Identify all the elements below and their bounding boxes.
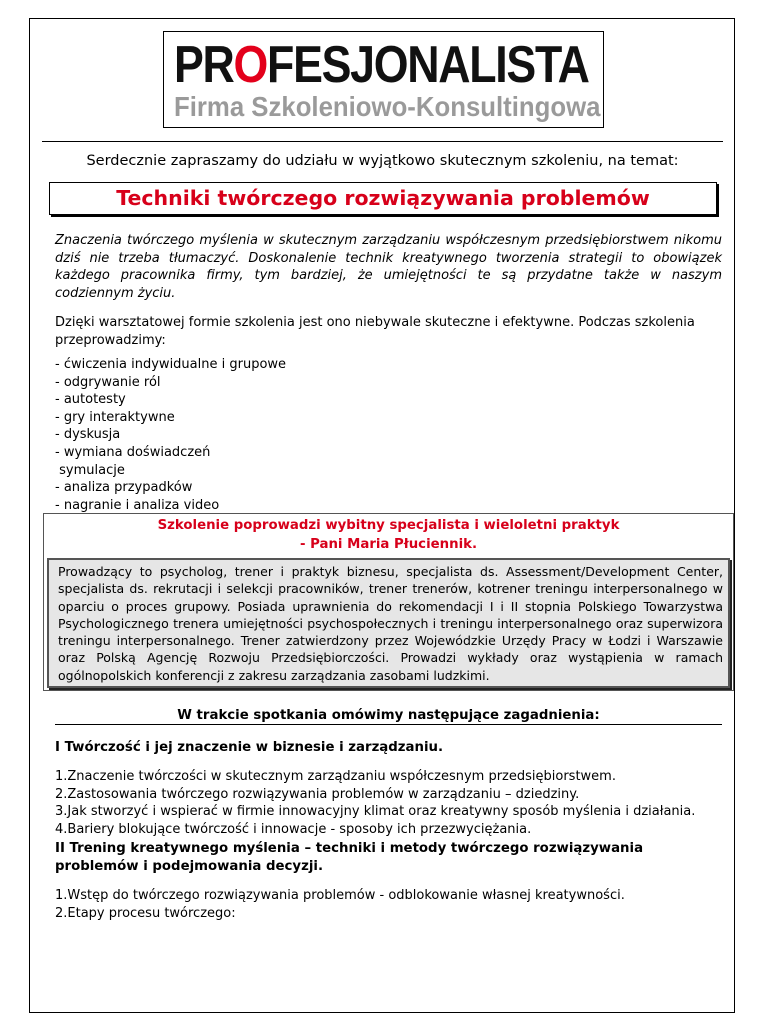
list-item: symulacje — [55, 462, 125, 478]
list-item: 1.Wstęp do twórczego rozwiązywania problemów - odblokowanie własnej kreatywności. — [55, 888, 625, 903]
section-items — [55, 768, 722, 838]
company-logo — [163, 31, 604, 128]
course-title: Techniki twórczego rozwiązywania problemów — [116, 186, 650, 210]
topics-heading: W trakcie spotkania omówimy następujące zagadnienia: — [177, 708, 600, 723]
header-divider — [42, 141, 723, 142]
list-item: - autotesty — [55, 392, 126, 408]
section-items — [55, 887, 722, 922]
activities-list — [55, 356, 722, 514]
topics-divider — [55, 724, 722, 725]
trainer-heading — [44, 514, 733, 554]
list-item: 2.Zastosowania twórczego rozwiązywania problemów w zarządzaniu – dziedziny. — [55, 786, 580, 802]
list-item: 4.Bariery blokujące twórczość i innowacje - sposoby ich przezwyciężania. — [55, 821, 532, 837]
trainer-section — [43, 513, 734, 691]
list-item: - odgrywanie ról — [55, 374, 161, 390]
trainer-bio: Prowadzący to psycholog, trener i praktyk biznesu, specjalista ds. Assessment/Development Center, specjalista ds. rekrutacji i selekcji pracowników, trener trenerów, kotrener treningu interpersonalnego w oparciu o proces grupowy. Posiada uprawnienia do rekomendacji I i II stopnia Polskiego Towarzystwa Psychologicznego trenera umiejętności psychospołecznych i treningu interpersonalnego oraz superwizora treningu interpersonalnego. Trener zatwierdzony przez Wojewódzkie Urzędy Pracy w Łodzi i Warszawie oraz Polską Agencję Rozwoju Przedsiębiorczości. Prowadzi wykłady oraz wystąpienia w ramach ogólnopolskich konferencji z zakresu zarządzania zasobami ludzkimi. — [47, 558, 730, 688]
course-title-box — [49, 182, 717, 215]
section-title: I Twórczość i jej znaczenie w biznesie i zarządzaniu. — [55, 740, 444, 755]
list-item: - wymiana doświadczeń — [55, 444, 211, 460]
invitation-text: Serdecznie zapraszamy do udziału w wyjątkowo skutecznym szkoleniu, na temat: — [86, 153, 679, 169]
trainer-heading-line1: Szkolenie poprowadzi wybitny specjalista i wieloletni praktyk — [157, 518, 620, 533]
list-item: - nagranie i analiza video — [55, 497, 220, 513]
logo-company-name: PROFESJONALISTA — [174, 36, 589, 94]
workshop-paragraph: Dzięki warsztatowej formie szkolenia jest ono niebywale skuteczne i efektywne. Podczas szkolenia przeprowadzimy: — [55, 315, 695, 348]
list-item: 3.Jak stworzyć i wspierać w firmie innowacyjny klimat oraz kreatywny sposób myślenia i działania. — [55, 804, 696, 819]
logo-subtitle: Firma Szkoleniowo-Konsultingowa — [174, 91, 601, 122]
list-item: - ćwiczenia indywidualne i grupowe — [55, 357, 287, 372]
list-item: 2.Etapy procesu twórczego: — [55, 905, 236, 921]
intro-paragraph: Znaczenia twórczego myślenia w skutecznym zarządzaniu współczesnym przedsiębiorstwem nikomu dziś nie trzeba tłumaczyć. Doskonalenie technik kreatywnego tworzenia strategii to obowiązek każdego pracownika firmy, tym bardziej, że umiejętności te są przydatne także w naszym codziennym życiu. — [55, 233, 722, 302]
list-item: - gry interaktywne — [55, 409, 175, 425]
trainer-heading-line2: - Pani Maria Płuciennik. — [299, 536, 478, 552]
list-item: - dyskusja — [55, 427, 121, 443]
logo-red-o: O — [233, 36, 268, 94]
list-item: - analiza przypadków — [55, 480, 193, 496]
section-title: II Trening kreatywnego myślenia – techniki i metody twórczego rozwiązywania problemów i podejmowania decyzji. — [55, 841, 644, 874]
list-item: 1.Znaczenie twórczości w skutecznym zarządzaniu współczesnym przedsiębiorstwem. — [55, 769, 616, 784]
